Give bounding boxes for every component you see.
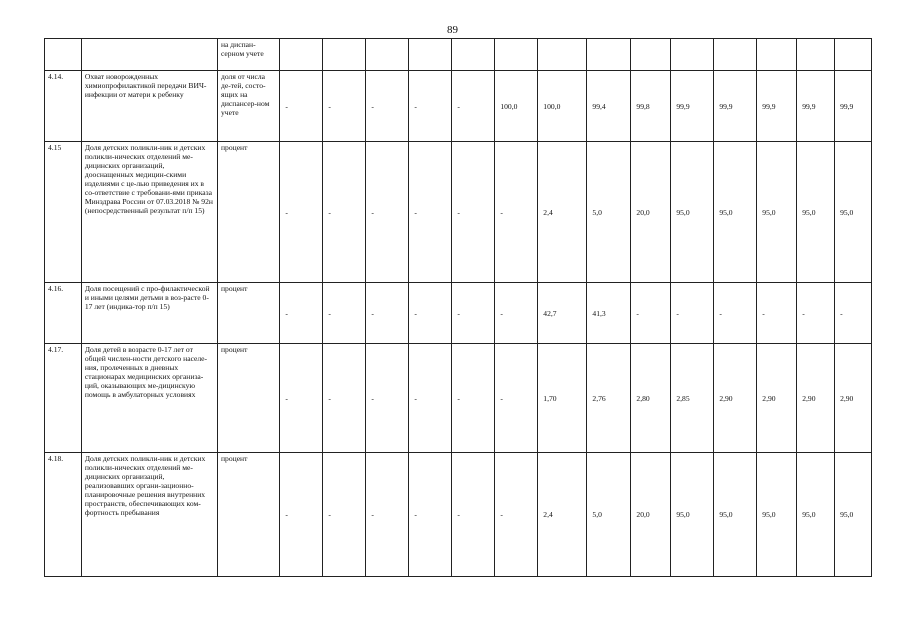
- value-cell: 99,9: [671, 71, 714, 142]
- value-cell: 2,4: [538, 142, 587, 283]
- value-cell: 2,90: [797, 344, 835, 453]
- value-cell: 99,9: [714, 71, 757, 142]
- value-cell: -: [757, 283, 797, 344]
- value-cell: -: [631, 283, 671, 344]
- unit-of-measure: процент: [217, 142, 279, 283]
- indicator-name: Доля посещений с про-филактической и иными целями детьми в воз-расте 0-17 лет (индика-тор п/п 15): [81, 283, 217, 344]
- indicators-table: [44, 38, 872, 577]
- value-cell: -: [452, 344, 495, 453]
- value-cell: -: [366, 283, 409, 344]
- value-cell: 95,0: [714, 142, 757, 283]
- value-cell: [495, 39, 538, 71]
- value-cell: 2,90: [757, 344, 797, 453]
- value-cell: -: [409, 453, 452, 577]
- value-cell: -: [323, 344, 366, 453]
- value-cell: -: [409, 142, 452, 283]
- value-cell: -: [366, 71, 409, 142]
- value-cell: [757, 39, 797, 71]
- unit-of-measure: процент: [217, 453, 279, 577]
- indicator-name: [81, 39, 217, 71]
- value-cell: 99,9: [797, 71, 835, 142]
- value-cell: -: [452, 283, 495, 344]
- value-cell: -: [495, 283, 538, 344]
- value-cell: -: [323, 142, 366, 283]
- indicator-name: Доля детских поликли-ник и детских поликли-нических отделений ме-дицинских организаций, дооснащенных медицин-скими изделиями с це-лью приведения их в со-ответствие с требовани-ями приказа Минздрава России от 07.03.2018 № 92н (непосредственный результат п/п 15): [81, 142, 217, 283]
- table-row: [45, 142, 872, 283]
- value-cell: 2,85: [671, 344, 714, 453]
- value-cell: -: [495, 453, 538, 577]
- indicator-name: Доля детей в возрасте 0-17 лет от общей числен-ности детского населе-ния, пролеченных в дневных стационарах медицинских организа-ций, оказывающих ме-дицинскую помощь в амбулаторных условиях: [81, 344, 217, 453]
- value-cell: 100,0: [495, 71, 538, 142]
- indicator-name: Доля детских поликли-ник и детских поликли-нических отделений ме-дицинских организаций, реализовавших органи-зационно-планировочные решения внутренних пространств, обеспечивающих ком-фортность пребывания: [81, 453, 217, 577]
- value-cell: 95,0: [671, 142, 714, 283]
- value-cell: 41,3: [587, 283, 631, 344]
- table-row: [45, 344, 872, 453]
- unit-of-measure: процент: [217, 283, 279, 344]
- value-cell: [631, 39, 671, 71]
- value-cell: -: [714, 283, 757, 344]
- value-cell: -: [323, 71, 366, 142]
- value-cell: 95,0: [757, 453, 797, 577]
- unit-of-measure: на диспан-серном учете: [217, 39, 279, 71]
- value-cell: 99,8: [631, 71, 671, 142]
- value-cell: 95,0: [835, 142, 872, 283]
- row-number: 4.15: [45, 142, 82, 283]
- value-cell: -: [409, 344, 452, 453]
- value-cell: -: [280, 453, 323, 577]
- value-cell: -: [366, 142, 409, 283]
- value-cell: 2,90: [835, 344, 872, 453]
- value-cell: -: [409, 71, 452, 142]
- value-cell: 20,0: [631, 142, 671, 283]
- value-cell: -: [280, 344, 323, 453]
- value-cell: 42,7: [538, 283, 587, 344]
- value-cell: -: [797, 283, 835, 344]
- value-cell: 2,80: [631, 344, 671, 453]
- value-cell: 95,0: [714, 453, 757, 577]
- value-cell: -: [323, 453, 366, 577]
- value-cell: 100,0: [538, 71, 587, 142]
- row-number: 4.17.: [45, 344, 82, 453]
- value-cell: 1,70: [538, 344, 587, 453]
- value-cell: 95,0: [757, 142, 797, 283]
- value-cell: 2,90: [714, 344, 757, 453]
- value-cell: [323, 39, 366, 71]
- value-cell: -: [280, 71, 323, 142]
- table-row: [45, 283, 872, 344]
- value-cell: -: [323, 283, 366, 344]
- value-cell: -: [452, 142, 495, 283]
- value-cell: 99,4: [587, 71, 631, 142]
- value-cell: 95,0: [835, 453, 872, 577]
- table-row: [45, 39, 872, 71]
- value-cell: [835, 39, 872, 71]
- value-cell: [538, 39, 587, 71]
- value-cell: [452, 39, 495, 71]
- value-cell: 5,0: [587, 142, 631, 283]
- value-cell: [714, 39, 757, 71]
- value-cell: -: [280, 283, 323, 344]
- value-cell: [797, 39, 835, 71]
- value-cell: [366, 39, 409, 71]
- value-cell: [280, 39, 323, 71]
- value-cell: -: [452, 453, 495, 577]
- value-cell: 5,0: [587, 453, 631, 577]
- unit-of-measure: доля от числа де-тей, состо-ящих на диспансер-ном учете: [217, 71, 279, 142]
- row-number: [45, 39, 82, 71]
- value-cell: -: [671, 283, 714, 344]
- indicator-name: Охват новорожденных химиопрофилактикой передачи ВИЧ-инфекции от матери к ребенку: [81, 71, 217, 142]
- value-cell: 95,0: [797, 142, 835, 283]
- row-number: 4.18.: [45, 453, 82, 577]
- value-cell: -: [366, 453, 409, 577]
- value-cell: 99,9: [757, 71, 797, 142]
- value-cell: 95,0: [671, 453, 714, 577]
- value-cell: 2,4: [538, 453, 587, 577]
- row-number: 4.16.: [45, 283, 82, 344]
- value-cell: -: [366, 344, 409, 453]
- table-row: [45, 453, 872, 577]
- unit-of-measure: процент: [217, 344, 279, 453]
- page-number: 89: [447, 24, 458, 36]
- table-row: [45, 71, 872, 142]
- row-number: 4.14.: [45, 71, 82, 142]
- value-cell: 20,0: [631, 453, 671, 577]
- value-cell: 2,76: [587, 344, 631, 453]
- value-cell: -: [409, 283, 452, 344]
- value-cell: -: [835, 283, 872, 344]
- value-cell: [587, 39, 631, 71]
- value-cell: 95,0: [797, 453, 835, 577]
- value-cell: -: [452, 71, 495, 142]
- value-cell: [671, 39, 714, 71]
- value-cell: 99,9: [835, 71, 872, 142]
- value-cell: [409, 39, 452, 71]
- value-cell: -: [495, 142, 538, 283]
- value-cell: -: [280, 142, 323, 283]
- table-body: [45, 39, 872, 577]
- value-cell: -: [495, 344, 538, 453]
